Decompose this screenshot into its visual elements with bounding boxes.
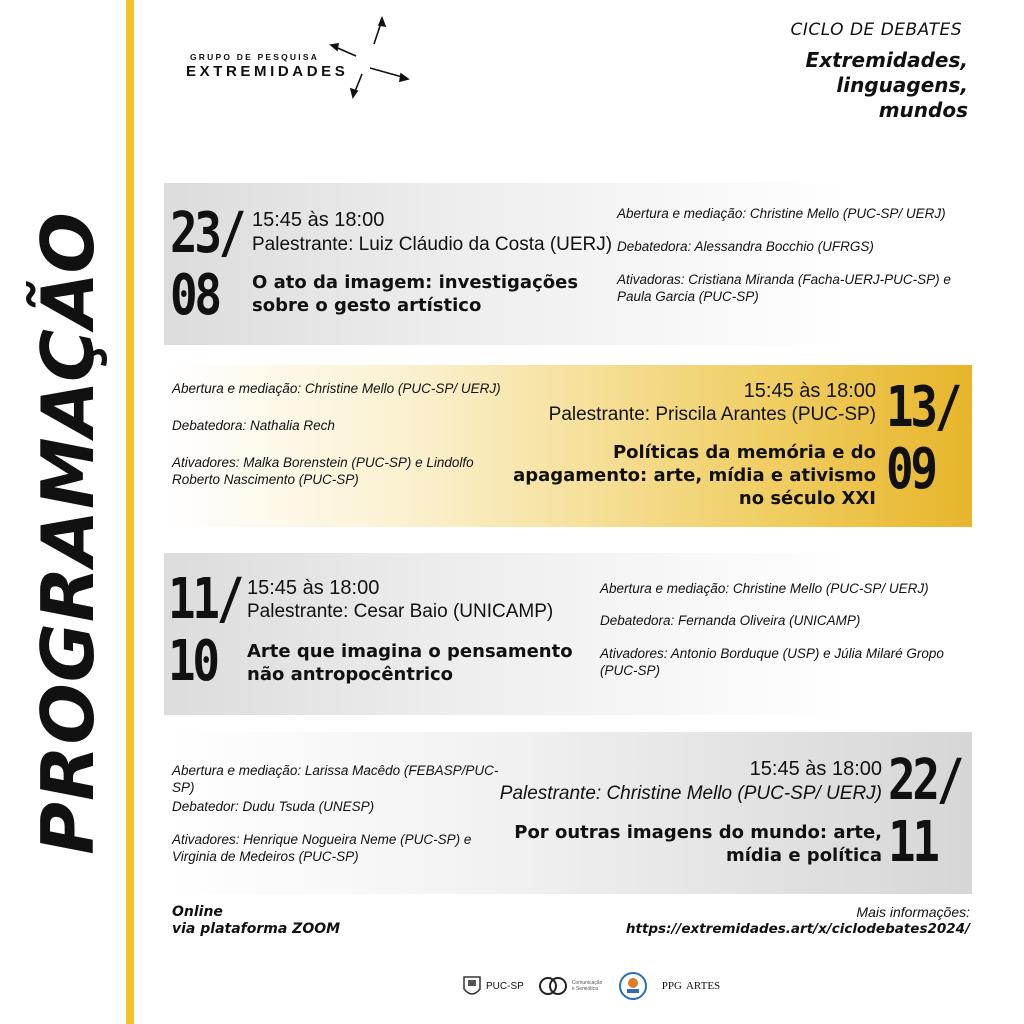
event-debater: Debatedora: Alessandra Bocchio (UFRGS) bbox=[617, 239, 874, 254]
event-title-line: Políticas da memória e do bbox=[612, 442, 876, 463]
event-title-line: mídia e política bbox=[725, 845, 882, 866]
event-title-line: Por outras imagens do mundo: arte, bbox=[514, 822, 882, 843]
event-card-2 bbox=[164, 365, 972, 527]
event-date bbox=[888, 750, 961, 874]
more-info-label: Mais informações: bbox=[856, 904, 970, 920]
uerj-logo bbox=[618, 971, 648, 1001]
event-speaker: Palestrante: Priscila Arantes (PUC-SP) bbox=[548, 404, 876, 425]
event-opening: Abertura e mediação: Larissa Macêdo (FEBASP/PUC-SP) bbox=[172, 763, 499, 795]
event-debater: Debatedora: Fernanda Oliveira (UNICAMP) bbox=[600, 613, 861, 628]
event-title-line: Arte que imagina o pensamento bbox=[247, 641, 573, 662]
more-info bbox=[626, 904, 970, 938]
series-title-line: Extremidades, bbox=[805, 48, 968, 72]
event-title-line: apagamento: arte, mídia e ativismo bbox=[513, 465, 876, 486]
event-activators: Ativadores: Henrique Nogueira Neme (PUC-SP) e Virginia de Medeiros (PUC-SP) bbox=[172, 832, 472, 864]
series-title bbox=[790, 48, 968, 123]
online-label: Online bbox=[172, 904, 223, 920]
side-title bbox=[28, 173, 108, 893]
event-card-1 bbox=[164, 183, 972, 345]
group-logo bbox=[186, 16, 426, 106]
event-date-month: 09 bbox=[886, 437, 935, 502]
partner-name: PPG bbox=[661, 980, 682, 992]
event-date bbox=[168, 569, 241, 693]
platform-label: via plataforma ZOOM bbox=[172, 921, 341, 937]
event-speaker: Palestrante: Luiz Cláudio da Costa (UERJ) bbox=[252, 234, 613, 255]
gold-divider bbox=[126, 0, 134, 1024]
logo-subtitle: GRUPO DE PESQUISA bbox=[190, 52, 320, 62]
event-date-day: 22/ bbox=[888, 748, 962, 813]
series-title-line: linguagens, bbox=[836, 73, 968, 97]
event-time: 15:45 às 18:00 bbox=[743, 380, 876, 402]
event-date-month: 10 bbox=[168, 629, 217, 694]
event-title bbox=[252, 271, 578, 317]
event-title bbox=[513, 441, 876, 510]
event-speaker: Palestrante: Cesar Baio (UNICAMP) bbox=[247, 601, 554, 622]
partner-name: PUC-SP bbox=[486, 980, 524, 992]
event-speaker: Palestrante: Christine Mello (PUC-SP/ UERJ) bbox=[499, 783, 882, 804]
partner-logos bbox=[462, 966, 720, 1006]
crest-icon bbox=[462, 973, 482, 999]
event-card-3 bbox=[164, 553, 972, 715]
more-info-link[interactable]: https://extremidades.art/x/ciclodebates2024/ bbox=[625, 921, 970, 937]
event-title bbox=[514, 821, 882, 867]
event-opening: Abertura e mediação: Christine Mello (PUC-SP/ UERJ) bbox=[600, 581, 929, 596]
event-date-month: 08 bbox=[170, 263, 219, 328]
event-opening: Abertura e mediação: Christine Mello (PUC-SP/ UERJ) bbox=[617, 206, 946, 221]
event-activators: Ativadoras: Cristiana Miranda (Facha-UERJ-PUC-SP) e Paula Garcia (PUC-SP) bbox=[617, 272, 951, 304]
event-title-line: não antropocêntrico bbox=[247, 664, 454, 685]
event-title-line: O ato da imagem: investigações bbox=[252, 272, 579, 293]
event-date-day: 23/ bbox=[170, 201, 244, 266]
event-debater: Debatedor: Dudu Tsuda (UNESP) bbox=[172, 799, 375, 814]
event-date bbox=[170, 203, 243, 327]
event-title bbox=[247, 640, 573, 686]
cos-logo bbox=[538, 975, 604, 997]
event-activators: Ativadores: Antonio Borduque (USP) e Júlia Milaré Gropo (PUC-SP) bbox=[600, 646, 944, 678]
partner-name: ARTES bbox=[685, 980, 721, 992]
event-date-day: 13/ bbox=[886, 375, 960, 440]
event-title-line: sobre o gesto artístico bbox=[252, 295, 482, 316]
puc-sp-logo bbox=[462, 973, 524, 999]
event-time: 15:45 às 18:00 bbox=[749, 758, 882, 780]
event-card-4 bbox=[164, 732, 972, 894]
cos-icon bbox=[538, 975, 568, 997]
event-date-day: 11/ bbox=[168, 567, 242, 632]
uerj-icon bbox=[618, 971, 648, 1001]
event-time: 15:45 às 18:00 bbox=[247, 577, 380, 599]
partner-name: Comunicação e Semiótica bbox=[571, 980, 603, 992]
event-date bbox=[886, 377, 959, 501]
arrows-icon bbox=[326, 16, 426, 106]
ppg-artes-logo bbox=[662, 980, 720, 992]
event-debater: Debatedora: Nathalia Rech bbox=[172, 418, 335, 433]
series-kicker: CICLO DE DEBATES bbox=[790, 20, 962, 40]
event-date-month: 11 bbox=[888, 810, 937, 875]
event-activators: Ativadores: Malka Borenstein (PUC-SP) e Lindolfo Roberto Nascimento (PUC-SP) bbox=[172, 455, 474, 487]
side-title-text: PROGRAMAÇÃO bbox=[26, 211, 110, 855]
online-info bbox=[172, 904, 340, 938]
event-title-line: no século XXI bbox=[738, 488, 876, 509]
event-time: 15:45 às 18:00 bbox=[252, 209, 385, 231]
logo-title: EXTREMIDADES bbox=[186, 63, 349, 80]
series-header bbox=[790, 20, 968, 123]
event-opening: Abertura e mediação: Christine Mello (PUC-SP/ UERJ) bbox=[172, 381, 501, 396]
series-title-line: mundos bbox=[878, 98, 968, 122]
